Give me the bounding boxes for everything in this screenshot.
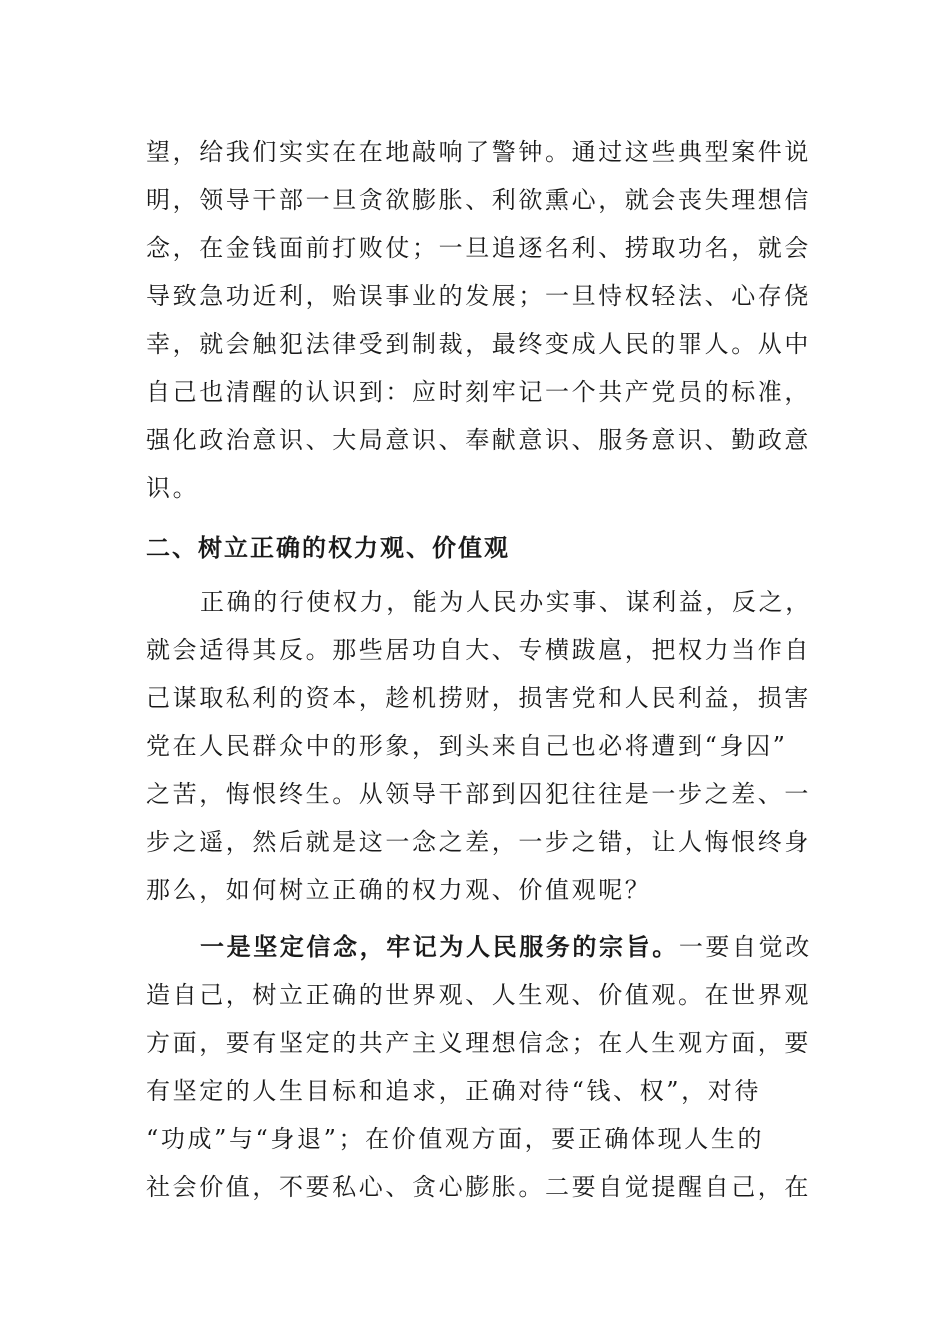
- text-line: 明，领导干部一旦贪欲膨胀、利欲熏心，就会丧失理想信: [146, 186, 811, 214]
- text-line-lead: [146, 923, 812, 971]
- text-line: 那么，如何树立正确的权力观、价值观呢？: [146, 876, 652, 904]
- text-line: 己谋取私利的资本，趁机捞财，损害党和人民利益，损害: [146, 684, 811, 712]
- bold-lead-text: 一是坚定信念，牢记为人民服务的宗旨。: [200, 932, 679, 961]
- text-line: 望，给我们实实在在地敲响了警钟。通过这些典型案件说: [146, 138, 811, 166]
- text-line: 方面，要有坚定的共产主义理想信念；在人生观方面，要: [146, 1029, 811, 1057]
- text-line: 念，在金钱面前打败仗；一旦追逐名利、捞取功名，就会: [146, 234, 811, 262]
- text-line: 识。: [146, 474, 200, 502]
- text-line: 有坚定的人生目标和追求，正确对待“钱、权”，对待: [146, 1077, 761, 1105]
- paragraph-point-one: [146, 923, 812, 1211]
- text-line: 社会价值，不要私心、贪心膨胀。二要自觉提醒自己，在: [146, 1173, 811, 1201]
- paragraph-continued: [146, 128, 811, 512]
- text-line: 就会适得其反。那些居功自大、专横跋扈，把权力当作自: [146, 636, 811, 664]
- section-heading-block: [146, 524, 806, 572]
- text-line: 正确的行使权力，能为人民办实事、谋利益，反之，: [200, 588, 812, 616]
- section-heading: 二、树立正确的权力观、价值观: [146, 533, 510, 562]
- paragraph-power: [146, 578, 812, 914]
- text-line: 造自己，树立正确的世界观、人生观、价值观。在世界观: [146, 981, 811, 1009]
- text-line: 党在人民群众中的形象，到头来自己也必将遭到“身囚”: [146, 732, 788, 760]
- text-line: 步之遥，然后就是这一念之差，一步之错，让人悔恨终身: [146, 828, 811, 856]
- text-line: 导致急功近利，贻误事业的发展；一旦恃权轻法、心存侥: [146, 282, 811, 310]
- text-line: 之苦，悔恨终生。从领导干部到囚犯往往是一步之差、一: [146, 780, 811, 808]
- lead-rest-text: 一要自觉改: [678, 933, 812, 961]
- text-line: “功成”与“身退”；在价值观方面，要正确体现人生的: [146, 1125, 765, 1153]
- text-line: 幸，就会触犯法律受到制裁，最终变成人民的罪人。从中: [146, 330, 811, 358]
- text-line: 自己也清醒的认识到：应时刻牢记一个共产党员的标准，: [146, 378, 811, 406]
- text-line: 强化政治意识、大局意识、奉献意识、服务意识、勤政意: [146, 426, 811, 454]
